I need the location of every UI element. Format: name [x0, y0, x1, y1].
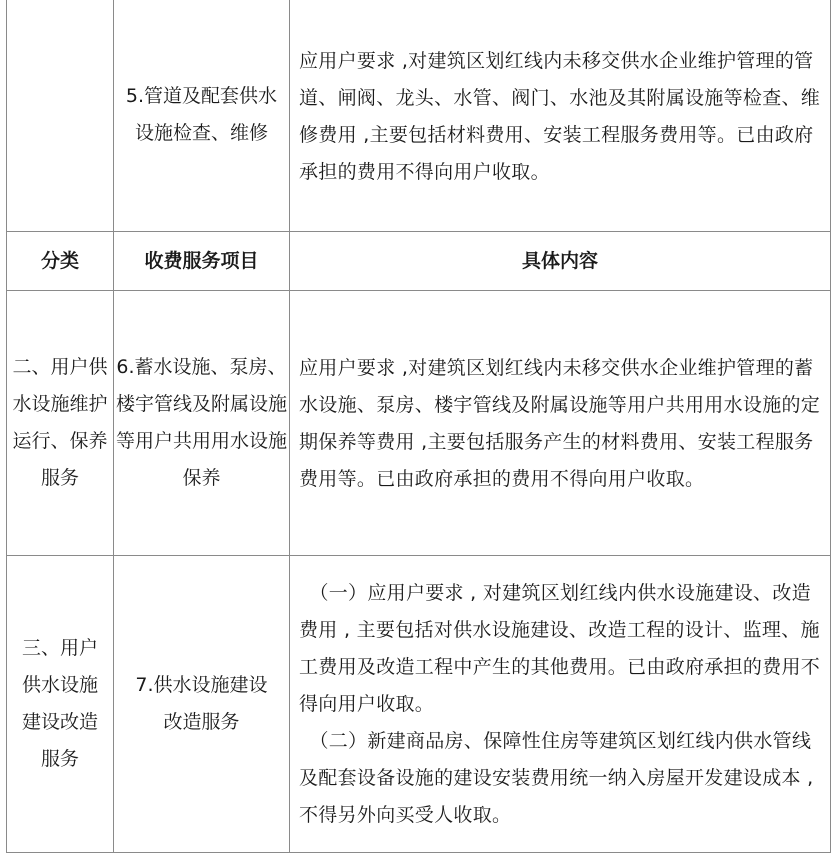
table-row — [7, 556, 831, 853]
content-text: 应用户要求 ,对建筑区划红线内未移交供水企业维护管理的蓄水设施、泵房、楼宇管线及附属设施等用户共用用水设施的定期保养等费用 ,主要包括服务产生的材料费用、安装工程服务费用等。已由政府承担的费用不得向用户收取。 — [299, 357, 821, 490]
service-item-cell — [114, 0, 290, 232]
category-cell — [7, 556, 114, 853]
content-cell — [290, 291, 831, 556]
table-row — [7, 0, 831, 232]
service-item-text: 5.管道及配套供水设施检查、维修 — [125, 85, 278, 144]
content-paragraph: （一）应用户要求 , 对建筑区划红线内供水设施建设、改造费用 , 主要包括对供水设施建设、改造工程的设计、监理、施工费用及改造工程中产生的其他费用。已由政府承担的费用不得向用户收取。 — [299, 581, 821, 715]
content-cell — [290, 556, 831, 853]
header-category: 分类 — [7, 232, 114, 291]
table-row — [7, 291, 831, 556]
category-cell — [7, 0, 114, 232]
header-service-item: 收费服务项目 — [114, 232, 290, 291]
table-header-row — [7, 232, 831, 291]
content-text: 应用户要求 ,对建筑区划红线内未移交供水企业维护管理的管道、闸阀、龙头、水管、阀门、水池及其附属设施等检查、维修费用 ,主要包括材料费用、安装工程服务费用等。已由政府承担的费用不得向用户收取。 — [299, 50, 821, 183]
service-item-cell — [114, 556, 290, 853]
category-text: 三、用户供水设施建设改造服务 — [21, 637, 98, 770]
service-item-text: 6.蓄水设施、泵房、楼宇管线及附属设施等用户共用用水设施保养 — [116, 356, 288, 489]
content-paragraph: （二）新建商品房、保障性住房等建筑区划红线内供水管线及配套设备设施的建设安装费用统一纳入房屋开发建设成本 , 不得另外向买受人收取。 — [299, 729, 814, 826]
fee-table — [6, 0, 831, 853]
category-text: 二、用户供水设施维护运行、保养服务 — [12, 356, 108, 489]
service-item-cell — [114, 291, 290, 556]
content-cell — [290, 0, 831, 232]
header-content: 具体内容 — [290, 232, 831, 291]
service-item-text: 7.供水设施建设改造服务 — [135, 674, 268, 733]
category-cell — [7, 291, 114, 556]
